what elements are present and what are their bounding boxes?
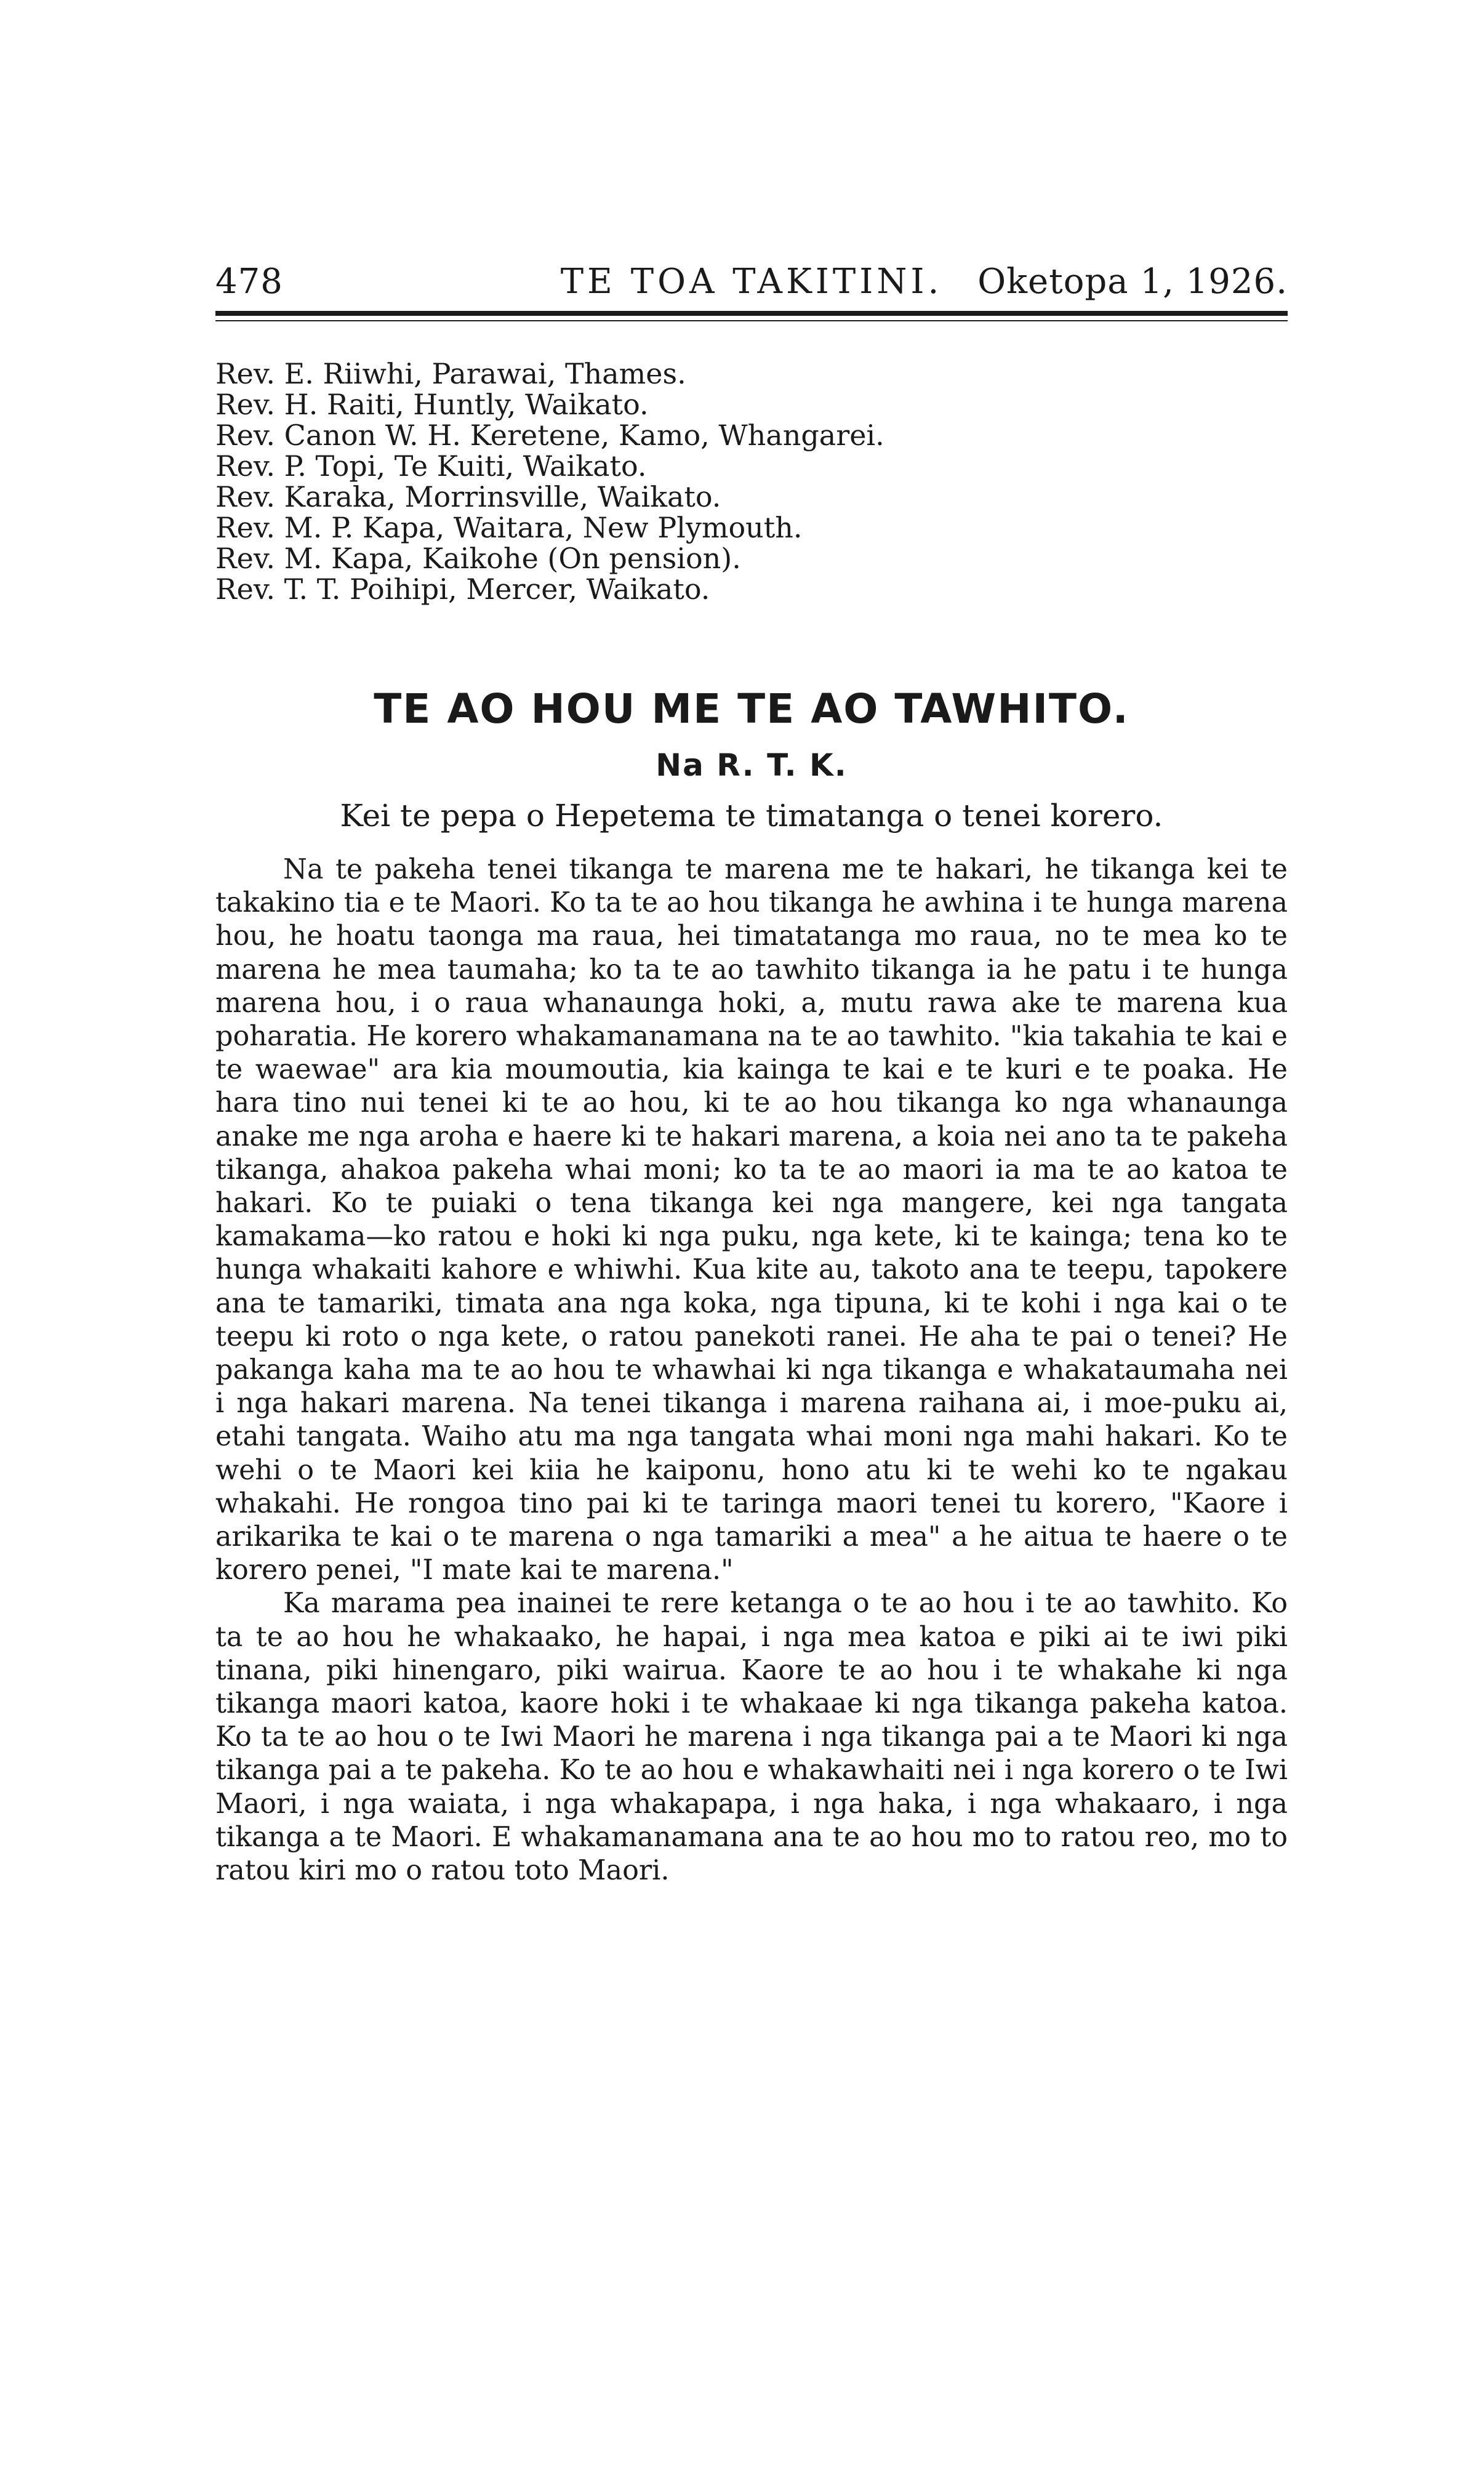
paragraph: Na te pakeha tenei tikanga te marena me te hakari, he tikanga kei te takakino tia e te Maori. Ko ta te ao hou tikanga he awhina i te hunga marena hou, he hoatu taonga ma raua, hei timatatanga mo raua, no te mea ko te marena he mea taumaha; ko ta te ao tawhito tikanga ia he patu i te hunga marena hou, i o raua whanaunga hoki, a, mutu rawa ake te marena kua poharatia. He korero whakamanamana na te ao tawhito. "kia takahia te kai e te waewae" ara kia moumoutia, kia kainga te kai e te kuri e te poaka. He hara tino nui tenei ki te ao hou, ki te ao hou tikanga ko nga whanaunga anake me nga aroha e haere ki te hakari marena, a koia nei ano ta te pakeha tikanga, ahakoa pakeha whai moni; ko ta te ao maori ia ma te ao katoa te hakari. Ko te puiaki o tena tikanga kei nga mangere, kei nga tangata kamakama—ko ratou e hoki ki nga puku, nga kete, ki te kainga; tena ko te hunga whakaiti kahore e whiwhi. Kua kite au, takoto ana te teepu, tapokere ana te tamariki, timata ana nga koka, nga tipuna, ki te kohi i nga kai o te teepu ki roto o nga kete, o ratou panekoti ranei. He aha te pai o tenei? He pakanga kaha ma te ao hou te whawhai ki nga tikanga e whakataumaha nei i nga hakari marena. Na tenei tikanga i marena raihana ai, i moe-puku ai, etahi tangata. Waiho atu ma nga tangata whai moni nga mahi hakari. Ko te wehi o te Maori kei kiia he kaiponu, hono atu ki te wehi ko te ngakau whakahi. He rongoa tino pai ki te taringa maori tenei tu korero, "Kaore i arikarika te kai o te marena o nga tamariki a mea" a he aitua te haere o te korero penei, "I mate kai te marena." (215, 854, 1288, 1586)
list-item: Rev. E. Riiwhi, Parawai, Thames. (215, 357, 686, 390)
article-intro: Kei te pepa o Hepetema te timatanga o tenei korero. (340, 798, 1163, 834)
article-byline: Na R. T. K. (656, 747, 848, 783)
paragraph: Ka marama pea inainei te rere ketanga o te ao hou i te ao tawhito. Ko ta te ao hou he whakaako, he hapai, i nga mea katoa e piki ai te iwi piki tinana, piki hinengaro, piki wairua. Kaore te ao hou i te whakahe ki nga tikanga maori katoa, kaore hoki i te whakaae ki nga tikanga pakeha katoa. Ko ta te ao hou o te Iwi Maori he marena i nga tikanga pai a te Maori ki nga tikanga pai a te pakeha. Ko te ao hou e whakawhaiti nei i nga korero o te Iwi Maori, i nga waiata, i nga whakapapa, i nga haka, i nga whakaaro, i nga tikanga a te Maori. E whakamanamana ana te ao hou mo to ratou reo, mo to ratou kiri mo o ratou toto Maori. (215, 1588, 1288, 1887)
list-item: Rev. M. Kapa, Kaikohe (On pension). (215, 542, 741, 575)
issue-date: Oketopa 1, 1926. (977, 262, 1288, 302)
list-item: Rev. P. Topi, Te Kuiti, Waikato. (215, 449, 647, 483)
list-item: Rev. Karaka, Morrinsville, Waikato. (215, 480, 721, 513)
list-item: Rev. Canon W. H. Keretene, Kamo, Whangarei. (215, 419, 884, 452)
article-title: TE AO HOU ME TE AO TAWHITO. (374, 685, 1129, 733)
header-rule-thick (215, 311, 1288, 316)
list-item: Rev. H. Raiti, Huntly, Waikato. (215, 388, 649, 421)
list-item: Rev. M. P. Kapa, Waitara, New Plymouth. (215, 511, 803, 544)
list-item: Rev. T. T. Poihipi, Mercer, Waikato. (215, 573, 710, 606)
clergy-list (215, 358, 1288, 605)
header-rule-thin (215, 320, 1288, 321)
article-body (215, 853, 1288, 1887)
page-number: 478 (215, 262, 283, 302)
running-header (215, 257, 1288, 307)
running-title: TE TOA TAKITINI. (560, 262, 943, 302)
